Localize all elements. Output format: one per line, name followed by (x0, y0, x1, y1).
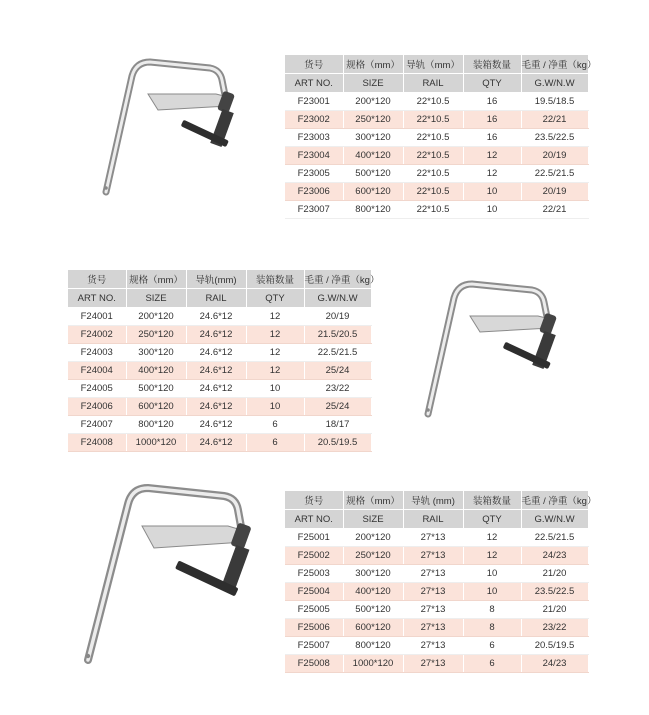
header-cell: 导轨 (mm) (403, 491, 463, 510)
table-row (285, 147, 588, 165)
cell-size: 400*120 (126, 362, 186, 380)
cell-rail: 27*13 (403, 601, 463, 619)
cell-art-no: F25002 (285, 547, 343, 565)
cell-art-no: F24005 (68, 380, 126, 398)
header-cell: ART NO. (285, 74, 343, 93)
cell-weight: 22/21 (521, 111, 588, 129)
cell-rail: 22*10.5 (403, 147, 463, 165)
cell-rail: 27*13 (403, 529, 463, 547)
header-cell: 毛重 / 净重（kg） (304, 270, 371, 289)
cell-size: 250*120 (126, 326, 186, 344)
cell-art-no: F24007 (68, 416, 126, 434)
cell-qty: 10 (246, 380, 304, 398)
header-cell: 导轨（mm） (403, 55, 463, 74)
table-header-en (68, 289, 371, 308)
cell-art-no: F23004 (285, 147, 343, 165)
cell-qty: 12 (246, 362, 304, 380)
cell-art-no: F23003 (285, 129, 343, 147)
table-row (285, 619, 588, 637)
cell-size: 300*120 (126, 344, 186, 362)
cell-rail: 27*13 (403, 655, 463, 673)
cell-qty: 10 (246, 398, 304, 416)
table-row (68, 380, 371, 398)
cell-art-no: F23005 (285, 165, 343, 183)
clamp-image-2 (420, 276, 560, 421)
cell-weight: 22/21 (521, 201, 588, 219)
cell-rail: 24.6*12 (186, 362, 246, 380)
cell-art-no: F24004 (68, 362, 126, 380)
spec-table-f24 (68, 270, 380, 452)
cell-rail: 24.6*12 (186, 308, 246, 326)
header-cell: 毛重 / 净重（kg） (521, 491, 588, 510)
table-header-cn (68, 270, 371, 289)
table-header-cn (285, 55, 588, 74)
cell-art-no: F23001 (285, 93, 343, 111)
cell-art-no: F24001 (68, 308, 126, 326)
cell-qty: 10 (463, 583, 521, 601)
cell-rail: 22*10.5 (403, 183, 463, 201)
cell-weight: 20/19 (521, 183, 588, 201)
cell-art-no: F24008 (68, 434, 126, 452)
table-row (285, 655, 588, 673)
table-header-en (285, 74, 588, 93)
cell-qty: 12 (463, 529, 521, 547)
cell-size: 600*120 (343, 619, 403, 637)
header-cell: SIZE (343, 74, 403, 93)
cell-art-no: F25001 (285, 529, 343, 547)
cell-weight: 25/24 (304, 398, 371, 416)
cell-qty: 12 (246, 344, 304, 362)
table-row (68, 308, 371, 326)
cell-size: 500*120 (343, 165, 403, 183)
cell-weight: 23.5/22.5 (521, 129, 588, 147)
cell-weight: 19.5/18.5 (521, 93, 588, 111)
table-row (285, 637, 588, 655)
cell-qty: 8 (463, 601, 521, 619)
cell-size: 200*120 (126, 308, 186, 326)
cell-rail: 22*10.5 (403, 165, 463, 183)
cell-size: 200*120 (343, 529, 403, 547)
cell-qty: 12 (463, 165, 521, 183)
cell-weight: 23.5/22.5 (521, 583, 588, 601)
cell-art-no: F23006 (285, 183, 343, 201)
table-row (285, 129, 588, 147)
table-row (68, 416, 371, 434)
cell-art-no: F25004 (285, 583, 343, 601)
table-row (68, 326, 371, 344)
table-row (285, 529, 588, 547)
spec-table-f23 (285, 55, 597, 219)
header-cell: 装箱数量 (463, 491, 521, 510)
cell-size: 200*120 (343, 93, 403, 111)
cell-qty: 6 (246, 416, 304, 434)
cell-size: 250*120 (343, 547, 403, 565)
cell-rail: 24.6*12 (186, 326, 246, 344)
cell-size: 800*120 (343, 637, 403, 655)
cell-weight: 21.5/20.5 (304, 326, 371, 344)
cell-size: 800*120 (343, 201, 403, 219)
cell-art-no: F24002 (68, 326, 126, 344)
cell-weight: 20.5/19.5 (304, 434, 371, 452)
cell-art-no: F23002 (285, 111, 343, 129)
cell-art-no: F25006 (285, 619, 343, 637)
table-row (285, 93, 588, 111)
table-header-en (285, 510, 588, 529)
cell-size: 300*120 (343, 565, 403, 583)
cell-rail: 24.6*12 (186, 344, 246, 362)
cell-weight: 25/24 (304, 362, 371, 380)
clamp-image-3 (78, 476, 258, 668)
cell-size: 400*120 (343, 583, 403, 601)
table-row (68, 344, 371, 362)
table-row (285, 583, 588, 601)
cell-rail: 27*13 (403, 547, 463, 565)
header-cell: 装箱数量 (246, 270, 304, 289)
cell-qty: 16 (463, 129, 521, 147)
spec-table-f25 (285, 491, 597, 673)
header-cell: 货号 (285, 491, 343, 510)
cell-rail: 22*10.5 (403, 93, 463, 111)
cell-weight: 18/17 (304, 416, 371, 434)
header-cell: QTY (463, 74, 521, 93)
cell-rail: 27*13 (403, 583, 463, 601)
cell-rail: 22*10.5 (403, 111, 463, 129)
cell-rail: 24.6*12 (186, 416, 246, 434)
cell-rail: 27*13 (403, 565, 463, 583)
cell-art-no: F25003 (285, 565, 343, 583)
header-cell: G.W/N.W (521, 74, 588, 93)
header-cell: ART NO. (285, 510, 343, 529)
cell-qty: 12 (463, 147, 521, 165)
table-header-cn (285, 491, 588, 510)
cell-weight: 22.5/21.5 (521, 165, 588, 183)
cell-rail: 24.6*12 (186, 380, 246, 398)
cell-size: 300*120 (343, 129, 403, 147)
cell-size: 600*120 (343, 183, 403, 201)
cell-art-no: F25008 (285, 655, 343, 673)
cell-weight: 20.5/19.5 (521, 637, 588, 655)
cell-qty: 12 (246, 326, 304, 344)
table-row (285, 547, 588, 565)
cell-art-no: F24006 (68, 398, 126, 416)
cell-weight: 20/19 (304, 308, 371, 326)
header-cell: RAIL (186, 289, 246, 308)
cell-size: 800*120 (126, 416, 186, 434)
cell-rail: 22*10.5 (403, 129, 463, 147)
header-cell: 装箱数量 (463, 55, 521, 74)
cell-qty: 10 (463, 565, 521, 583)
cell-weight: 22.5/21.5 (304, 344, 371, 362)
cell-weight: 21/20 (521, 601, 588, 619)
table-row (285, 183, 588, 201)
cell-qty: 6 (463, 655, 521, 673)
table-row (285, 565, 588, 583)
header-cell: SIZE (126, 289, 186, 308)
cell-qty: 16 (463, 111, 521, 129)
cell-weight: 22.5/21.5 (521, 529, 588, 547)
table-row (285, 201, 588, 219)
header-cell: QTY (463, 510, 521, 529)
cell-qty: 12 (463, 547, 521, 565)
table-row (285, 111, 588, 129)
cell-weight: 20/19 (521, 147, 588, 165)
header-cell: G.W/N.W (521, 510, 588, 529)
header-cell: 规格（mm） (126, 270, 186, 289)
cell-rail: 27*13 (403, 619, 463, 637)
cell-weight: 23/22 (521, 619, 588, 637)
cell-art-no: F25005 (285, 601, 343, 619)
cell-size: 600*120 (126, 398, 186, 416)
cell-size: 400*120 (343, 147, 403, 165)
cell-weight: 24/23 (521, 547, 588, 565)
header-cell: 货号 (285, 55, 343, 74)
cell-size: 1000*120 (126, 434, 186, 452)
cell-art-no: F25007 (285, 637, 343, 655)
cell-size: 1000*120 (343, 655, 403, 673)
cell-size: 250*120 (343, 111, 403, 129)
table-row (68, 434, 371, 452)
cell-art-no: F24003 (68, 344, 126, 362)
header-cell: ART NO. (68, 289, 126, 308)
header-cell: RAIL (403, 510, 463, 529)
header-cell: 货号 (68, 270, 126, 289)
header-cell: SIZE (343, 510, 403, 529)
cell-weight: 21/20 (521, 565, 588, 583)
cell-qty: 10 (463, 183, 521, 201)
cell-qty: 12 (246, 308, 304, 326)
table-row (68, 398, 371, 416)
header-cell: 规格（mm） (343, 55, 403, 74)
header-cell: G.W/N.W (304, 289, 371, 308)
cell-rail: 24.6*12 (186, 434, 246, 452)
cell-weight: 23/22 (304, 380, 371, 398)
cell-rail: 22*10.5 (403, 201, 463, 219)
cell-art-no: F23007 (285, 201, 343, 219)
cell-qty: 8 (463, 619, 521, 637)
header-cell: QTY (246, 289, 304, 308)
header-cell: RAIL (403, 74, 463, 93)
cell-size: 500*120 (343, 601, 403, 619)
cell-rail: 27*13 (403, 637, 463, 655)
table-row (285, 601, 588, 619)
cell-qty: 6 (463, 637, 521, 655)
cell-rail: 24.6*12 (186, 398, 246, 416)
clamp-image-1 (98, 54, 238, 199)
table-row (285, 165, 588, 183)
cell-qty: 6 (246, 434, 304, 452)
cell-qty: 16 (463, 93, 521, 111)
header-cell: 规格（mm） (343, 491, 403, 510)
header-cell: 导轨(mm) (186, 270, 246, 289)
cell-weight: 24/23 (521, 655, 588, 673)
cell-qty: 10 (463, 201, 521, 219)
table-row (68, 362, 371, 380)
cell-size: 500*120 (126, 380, 186, 398)
header-cell: 毛重 / 净重（kg） (521, 55, 588, 74)
